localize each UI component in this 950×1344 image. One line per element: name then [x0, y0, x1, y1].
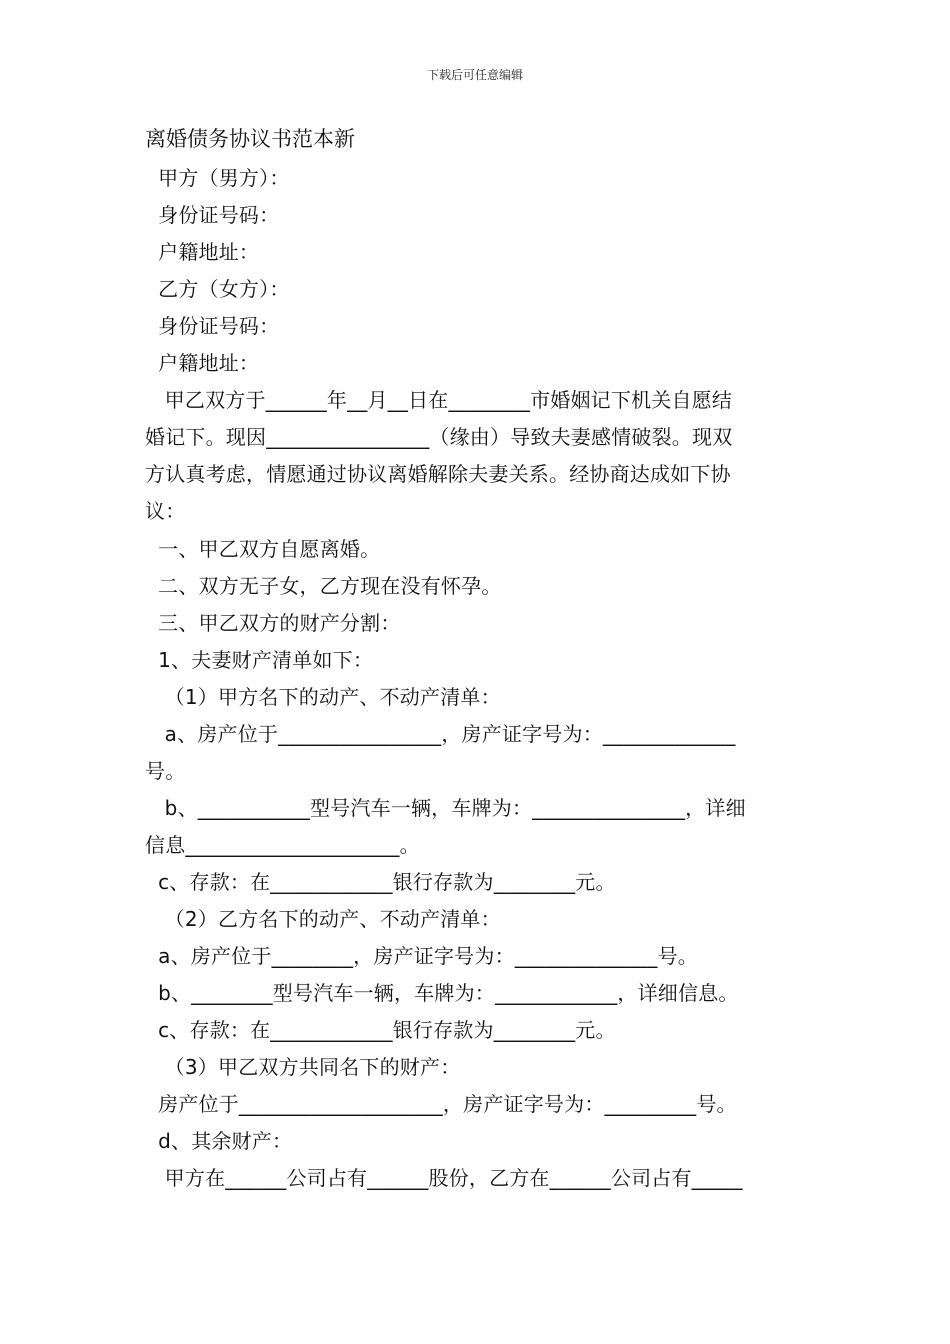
text-line: 乙方（女方）： [145, 277, 290, 301]
text-line: 甲乙双方于______年__月__日在________市婚姻记下机关自愿结 [145, 388, 733, 412]
document-title: 离婚债务协议书范本新 [145, 127, 355, 151]
text-line: b、________型号汽车一辆，车牌为：____________，详细信息。 [145, 981, 739, 1005]
text-line: 婚记下。现因________________（缘由）导致夫妻感情破裂。现双 [145, 425, 733, 449]
text-line: 方认真考虑，情愿通过协议离婚解除夫妻关系。经协商达成如下协 [145, 462, 731, 486]
text-line: （2）乙方名下的动产、不动产清单： [145, 907, 501, 931]
text-line: d、其余财产： [145, 1129, 293, 1153]
text-line: 二、双方无子女，乙方现在没有怀孕。 [145, 574, 502, 598]
text-line: a、房产位于________________，房产证字号为：_____________ [145, 722, 736, 746]
text-line: c、存款：在____________银行存款为________元。 [145, 1018, 616, 1042]
text-line: 户籍地址： [145, 351, 260, 375]
text-line: （3）甲乙双方共同名下的财产： [145, 1055, 461, 1079]
text-line: 身份证号码： [145, 314, 280, 338]
text-line: 三、甲乙双方的财产分割： [145, 611, 401, 635]
text-line: c、存款：在____________银行存款为________元。 [145, 870, 616, 894]
text-line: 1、夫妻财产清单如下： [145, 648, 374, 672]
text-line: 议： [145, 499, 186, 523]
page-header: 下载后可任意编辑 [426, 68, 523, 82]
text-line: 一、甲乙双方自愿离婚。 [145, 537, 381, 561]
text-line: 身份证号码： [145, 203, 280, 227]
text-line: 信息_____________________。 [145, 833, 420, 857]
text-line: 甲方（男方）： [145, 166, 290, 190]
text-line: （1）甲方名下的动产、不动产清单： [145, 685, 501, 709]
text-line: 甲方在______公司占有______股份，乙方在______公司占有_____ [145, 1166, 743, 1190]
text-line: a、房产位于________，房产证字号为：______________号。 [145, 944, 698, 968]
text-line: 房产位于____________________，房产证字号为：_________号。 [145, 1092, 737, 1116]
text-line: 户籍地址： [145, 240, 260, 264]
text-line: 号。 [145, 759, 186, 783]
text-line: b、___________型号汽车一辆，车牌为：_______________，详细 [145, 796, 746, 820]
